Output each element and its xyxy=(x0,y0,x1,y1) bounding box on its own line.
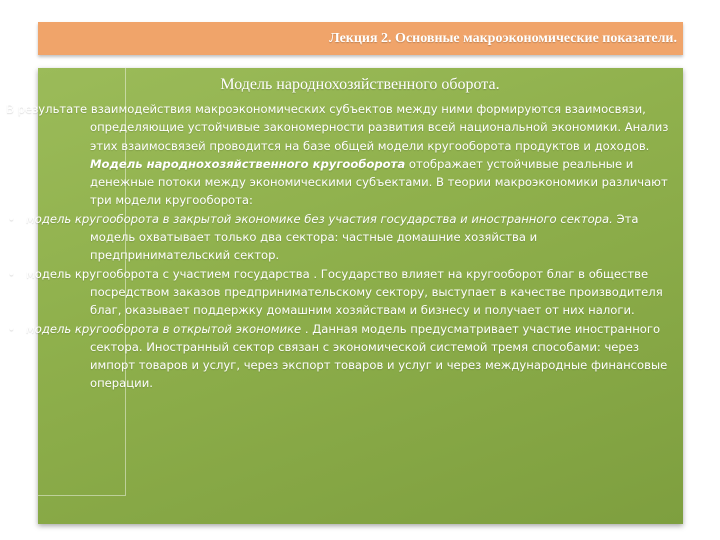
slide-subtitle: Модель народнохозяйственного оборота. xyxy=(220,76,500,93)
bullet-text: . Государство влияет на кругооборот благ в обществе посредством заказов предпринимательскому сектору, выступает в качестве производителя благ, оказывает поддержку домашним хозяйствам и бизнесу и получает от них налоги. xyxy=(90,266,663,318)
bullet-marker: • xyxy=(8,211,15,226)
slide-header-bar xyxy=(38,22,683,55)
bullet-text: . Данная модель предусматривает участие иностранного сектора. Иностранный сектор связан с экономической системой тремя способами: через импорт товаров и услуг, через экспорт товаров и услуг и через международные финансовые операции. xyxy=(90,321,668,391)
slide-body xyxy=(6,100,678,393)
bullet-lead: модель кругооборота с участием государства xyxy=(26,266,310,281)
intro-text-1: В результате взаимодействия макроэкономических субъектов между ними формируются взаимосвязи, определяющие устойчивые закономерности развития всей национальной экономики. Анализ этих взаимосвязей проводится на базе общей модели кругооборота продуктов и доходов. xyxy=(6,102,669,153)
bullet-lead: модель кругооборота в открытой экономике xyxy=(26,321,302,336)
intro-text-2: отображает устойчивые реальные и денежные потоки между экономическими субъектами. В теории макроэкономики различают три модели кругооборота: xyxy=(90,156,668,208)
bullet-item-government xyxy=(6,265,678,320)
slide-title: Лекция 2. Основные макроэкономические показатели. xyxy=(329,31,677,46)
bullet-text: Эта модель охватывает только два сектора: частные домашние хозяйства и предпринимательский сектор. xyxy=(90,211,639,263)
bullet-item-open-economy xyxy=(6,320,678,393)
bullet-item-closed-economy xyxy=(6,210,678,265)
intro-paragraph xyxy=(6,100,678,210)
bullet-marker: • xyxy=(8,321,15,336)
bullet-marker: • xyxy=(8,266,15,281)
intro-term: Модель народнохозяйственного кругооборота xyxy=(90,156,406,171)
bullet-lead: модель кругооборота в закрытой экономике без участия государства и иностранного сектора. xyxy=(26,211,613,226)
